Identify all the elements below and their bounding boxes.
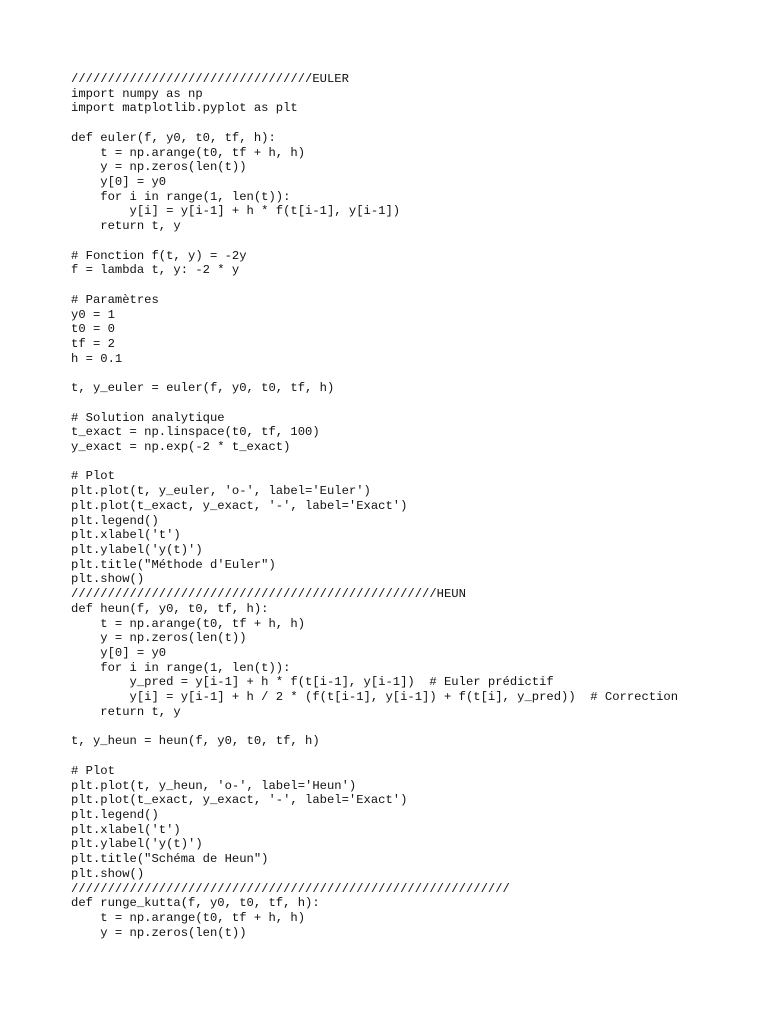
code-line: return t, y	[71, 219, 181, 234]
code-line: y[i] = y[i-1] + h / 2 * (f(t[i-1], y[i-1]) + f(t[i], y_pred)) # Correction	[71, 690, 679, 705]
code-line: plt.title("Schéma de Heun")	[71, 852, 269, 867]
code-line: plt.xlabel('t')	[71, 822, 181, 837]
code-line: def runge_kutta(f, y0, t0, tf, h):	[71, 896, 320, 911]
code-line: return t, y	[71, 704, 181, 719]
code-line	[71, 234, 678, 249]
code-line: y0 = 1	[71, 307, 115, 322]
code-line: import numpy as np	[71, 86, 203, 101]
code-line: t, y_heun = heun(f, y0, t0, tf, h)	[71, 734, 320, 749]
code-line: t0 = 0	[71, 322, 115, 337]
code-line: ////////////////////////////////////////////////////////////	[71, 881, 510, 896]
code-line: import matplotlib.pyplot as plt	[71, 101, 298, 116]
code-line: plt.title("Méthode d'Euler")	[71, 557, 276, 572]
code-line: plt.legend()	[71, 807, 159, 822]
code-line	[71, 116, 678, 131]
code-line: /////////////////////////////////EULER	[71, 72, 349, 86]
code-line	[71, 749, 678, 764]
code-line: plt.plot(t, y_heun, 'o-', label='Heun')	[71, 778, 357, 793]
code-line: //////////////////////////////////////////////////HEUN	[71, 587, 466, 602]
code-line: # Paramètres	[71, 292, 159, 307]
code-line: t = np.arange(t0, tf + h, h)	[71, 616, 306, 631]
code-line: plt.plot(t_exact, y_exact, '-', label='Exact')	[71, 498, 408, 513]
code-line: t, y_euler = euler(f, y0, t0, tf, h)	[71, 381, 335, 396]
code-line: plt.ylabel('y(t)')	[71, 543, 203, 557]
code-line: y[0] = y0	[71, 646, 167, 661]
code-line: def euler(f, y0, t0, tf, h):	[71, 130, 276, 145]
code-line	[71, 278, 678, 293]
code-line: def heun(f, y0, t0, tf, h):	[71, 601, 269, 616]
code-line: y[i] = y[i-1] + h * f(t[i-1], y[i-1])	[71, 204, 401, 219]
code-line: h = 0.1	[71, 351, 123, 366]
code-line: plt.show()	[71, 572, 145, 587]
code-line: # Plot	[71, 469, 115, 484]
code-line: plt.xlabel('t')	[71, 528, 181, 543]
code-line: y = np.zeros(len(t))	[71, 160, 247, 175]
code-line: y = np.zeros(len(t))	[71, 631, 247, 646]
code-line: # Plot	[71, 763, 115, 778]
code-line: tf = 2	[71, 336, 115, 351]
code-line: t = np.arange(t0, tf + h, h)	[71, 145, 306, 160]
code-line: t_exact = np.linspace(t0, tf, 100)	[71, 425, 320, 440]
code-line	[71, 396, 678, 411]
code-line: t = np.arange(t0, tf + h, h)	[71, 910, 306, 925]
code-line: for i in range(1, len(t)):	[71, 189, 291, 204]
code-line: # Fonction f(t, y) = -2y	[71, 248, 247, 263]
code-line	[71, 366, 678, 381]
code-line: y = np.zeros(len(t))	[71, 925, 247, 940]
code-line	[71, 720, 678, 735]
code-line: plt.legend()	[71, 513, 159, 528]
code-line: plt.show()	[71, 866, 145, 881]
code-line	[71, 455, 678, 470]
code-line: f = lambda t, y: -2 * y	[71, 263, 240, 278]
code-line: plt.ylabel('y(t)')	[71, 837, 203, 852]
code-line: y_exact = np.exp(-2 * t_exact)	[71, 439, 291, 454]
code-line: y_pred = y[i-1] + h * f(t[i-1], y[i-1]) # Euler prédictif	[71, 675, 554, 690]
code-line: y[0] = y0	[71, 175, 167, 190]
code-line: plt.plot(t, y_euler, 'o-', label='Euler')	[71, 484, 371, 499]
code-line: plt.plot(t_exact, y_exact, '-', label='Exact')	[71, 793, 408, 808]
code-line: # Solution analytique	[71, 410, 225, 425]
code-listing	[71, 72, 678, 940]
code-line: for i in range(1, len(t)):	[71, 660, 291, 675]
